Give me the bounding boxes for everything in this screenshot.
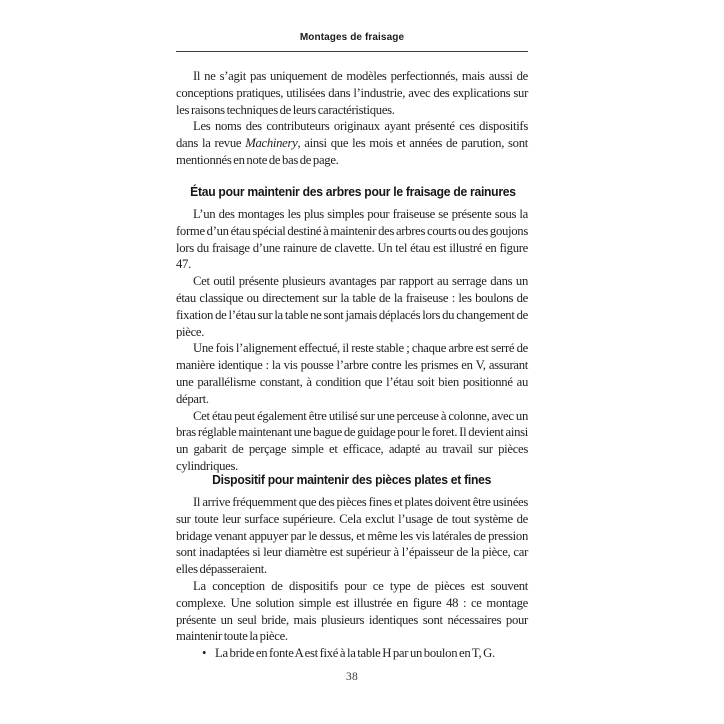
text-column xyxy=(176,0,528,724)
paragraph: La conception de dispositifs pour ce type de pièces est souvent complexe. Une solution simple est illustrée en figure 48 : ce montage présente un seul bride, mais plusieurs identiques sont nécessaires pour maintenir toute la pièce. xyxy=(176,578,528,644)
paragraph: L’un des montages les plus simples pour fraiseuse se présente sous la forme d’un étau spécial destiné à maintenir des arbres courts ou des goujons lors du fraisage d’une rainure de clavette. Un tel étau est illustré en figure 47. xyxy=(176,207,528,272)
bullet-text: La bride en fonte A est fixé à la table H par un boulon en T, G. xyxy=(215,646,495,661)
section-heading-flat-pieces xyxy=(176,469,528,488)
bullet-item xyxy=(176,645,528,662)
section-vise-for-shafts xyxy=(176,181,528,475)
paragraph: Il arrive fréquemment que des pièces fines et plates doivent être usinées sur toute leur surface supérieure. Cela exclut l’usage de tout système de bridage venant appuyer par le dessus, et même les vis latérales de pression sont inadaptées si leur diamètre est supérieur à l’épaisseur de la pièce, car elles dépasseraient. xyxy=(176,495,528,577)
paragraph: Une fois l’alignement effectué, il reste stable ; chaque arbre est serré de manière identique : la vis pousse l’arbre contre les prismes en V, assurant une parallélisme constant, à condition que l’étau soit bien positionné au départ. xyxy=(176,341,528,406)
paragraph-intro-1: Il ne s’agit pas uniquement de modèles perfectionnés, mais aussi de conceptions pratiques, utilisées dans l’industrie, avec des explications sur les raisons techniques de leurs caractéristiques. xyxy=(176,69,528,117)
page-number: 38 xyxy=(346,671,358,683)
section-heading-shafts xyxy=(176,181,528,200)
journal-name-italic: Machinery xyxy=(245,136,298,151)
paragraph-text: Les noms des contributeurs originaux ayant présenté ces dispositifs dans la revue xyxy=(176,119,528,151)
paragraph: Cet outil présente plusieurs avantages par rapport au serrage dans un étau classique ou directement sur la table de la fraiseuse : les boulons de fixation de l’étau sur la table ne sont jamais déplacés lors du changement de pièce. xyxy=(176,274,528,339)
header-rule xyxy=(176,51,528,52)
running-head: Montages de fraisage xyxy=(299,32,405,43)
section-flat-pieces-text xyxy=(176,494,528,662)
paragraph-intro-2 xyxy=(176,118,528,168)
section-shafts-text xyxy=(176,206,528,475)
header-block xyxy=(176,0,528,169)
paragraph-text: , ainsi que les mois et années de parution, sont mentionnés en note de bas de page. xyxy=(176,136,528,167)
section-heading-text: Étau pour maintenir des arbres pour le fraisage de rainures xyxy=(190,184,516,199)
section-flat-pieces xyxy=(176,469,528,662)
intro-text xyxy=(176,68,528,169)
bullet-marker: • xyxy=(202,646,207,661)
section-heading-text: Dispositif pour maintenir des pièces plates et fines xyxy=(212,472,492,487)
paragraph: Cet étau peut également être utilisé sur une perceuse à colonne, avec un bras réglable maintenant une bague de guidage pour le foret. Il devient ainsi un gabarit de perçage simple et efficace, adapté au travail sur pièces cylindriques. xyxy=(176,408,528,473)
